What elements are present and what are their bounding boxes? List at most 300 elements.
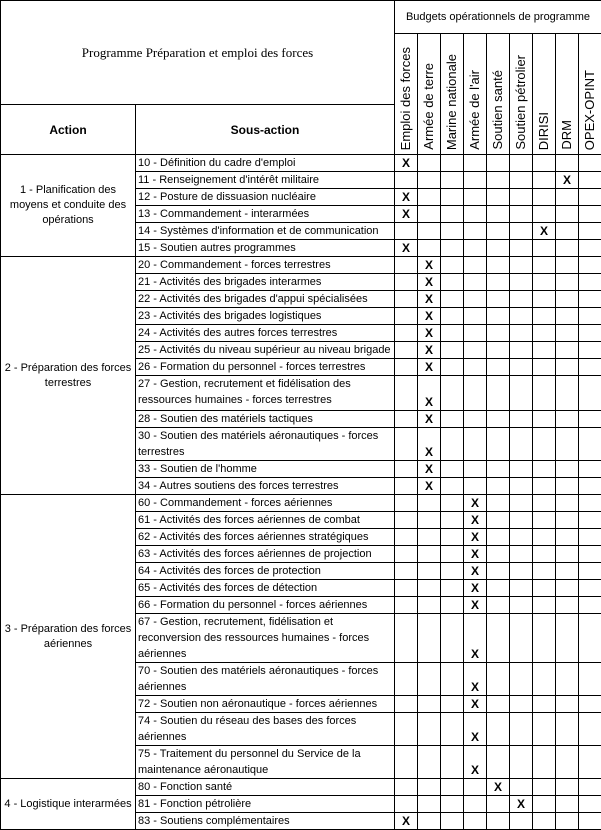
allocation-mark-cell [556,696,579,713]
allocation-mark-cell [487,359,510,376]
allocation-mark-cell [533,376,556,411]
allocation-mark-cell: X [464,512,487,529]
allocation-mark-cell [579,257,601,274]
allocation-mark-cell: X [464,580,487,597]
table-row [1,155,601,172]
allocation-mark-cell [464,478,487,495]
allocation-mark-cell [533,257,556,274]
allocation-mark-cell [418,155,441,172]
allocation-mark-cell [556,308,579,325]
allocation-mark-cell [579,663,601,696]
allocation-mark-cell [579,478,601,495]
action-cell: 3 - Préparation des forces aériennes [1,495,136,779]
allocation-mark-cell [579,206,601,223]
allocation-mark-cell [579,411,601,428]
sous-action-cell: 60 - Commandement - forces aériennes [136,495,395,512]
allocation-mark-cell [533,495,556,512]
action-cell: 1 - Planification des moyens et conduite des opérations [1,155,136,257]
bop-column-label: OPEX-OPINT [580,70,600,150]
allocation-mark-cell [579,291,601,308]
allocation-mark-cell: X [395,813,418,830]
sous-action-cell: 10 - Définition du cadre d'emploi [136,155,395,172]
allocation-mark-cell [510,359,533,376]
allocation-mark-cell: X [418,428,441,461]
allocation-mark-cell [510,529,533,546]
allocation-mark-cell [418,796,441,813]
allocation-mark-cell: X [418,411,441,428]
allocation-mark-cell [556,291,579,308]
allocation-mark-cell [487,495,510,512]
sous-action-cell: 66 - Formation du personnel - forces aériennes [136,597,395,614]
allocation-mark-cell [418,563,441,580]
allocation-mark-cell [510,206,533,223]
allocation-mark-cell [510,663,533,696]
allocation-mark-cell [418,779,441,796]
allocation-mark-cell [487,813,510,830]
allocation-mark-cell: X [418,257,441,274]
sous-action-cell: 72 - Soutien non aéronautique - forces aériennes [136,696,395,713]
sous-action-cell: 15 - Soutien autres programmes [136,240,395,257]
allocation-mark-cell [556,529,579,546]
allocation-mark-cell [464,411,487,428]
allocation-mark-cell [487,325,510,342]
bop-column-header [556,34,579,155]
allocation-mark-cell [395,308,418,325]
allocation-mark-cell [395,779,418,796]
allocation-mark-cell [487,240,510,257]
allocation-mark-cell [395,546,418,563]
allocation-mark-cell [487,308,510,325]
allocation-mark-cell [441,411,464,428]
allocation-mark-cell: X [418,291,441,308]
allocation-mark-cell [510,779,533,796]
allocation-mark-cell [510,713,533,746]
allocation-mark-cell [464,240,487,257]
allocation-mark-cell [418,223,441,240]
sous-action-cell: 83 - Soutiens complémentaires [136,813,395,830]
sous-action-cell: 75 - Traitement du personnel du Service de la maintenance aéronautique [136,746,395,779]
sous-action-cell: 28 - Soutien des matériels tactiques [136,411,395,428]
sous-action-cell: 21 - Activités des brigades interarmes [136,274,395,291]
allocation-mark-cell [579,359,601,376]
allocation-mark-cell [441,796,464,813]
allocation-mark-cell [395,614,418,663]
allocation-mark-cell [464,206,487,223]
allocation-mark-cell [556,155,579,172]
allocation-mark-cell [441,376,464,411]
allocation-mark-cell [487,512,510,529]
allocation-mark-cell [395,461,418,478]
allocation-mark-cell [464,291,487,308]
allocation-mark-cell [487,580,510,597]
allocation-mark-cell [418,580,441,597]
allocation-mark-cell [533,172,556,189]
allocation-mark-cell [556,779,579,796]
allocation-mark-cell [418,529,441,546]
allocation-mark-cell [464,359,487,376]
allocation-mark-cell [418,189,441,206]
sous-action-cell: 80 - Fonction santé [136,779,395,796]
allocation-mark-cell [487,155,510,172]
allocation-mark-cell [579,342,601,359]
allocation-mark-cell [395,696,418,713]
allocation-mark-cell [533,478,556,495]
action-cell: 2 - Préparation des forces terrestres [1,257,136,495]
allocation-mark-cell [418,172,441,189]
allocation-mark-cell [395,597,418,614]
allocation-mark-cell [510,696,533,713]
sous-action-cell: 20 - Commandement - forces terrestres [136,257,395,274]
allocation-mark-cell: X [487,779,510,796]
allocation-mark-cell [533,274,556,291]
sous-action-cell: 64 - Activités des forces de protection [136,563,395,580]
allocation-mark-cell [510,746,533,779]
allocation-mark-cell [579,512,601,529]
table-row [1,779,601,796]
allocation-mark-cell [579,696,601,713]
allocation-mark-cell [441,308,464,325]
sous-action-cell: 65 - Activités des forces de détection [136,580,395,597]
allocation-mark-cell [487,411,510,428]
allocation-mark-cell: X [510,796,533,813]
allocation-mark-cell [533,342,556,359]
allocation-mark-cell [441,428,464,461]
allocation-mark-cell [556,614,579,663]
allocation-mark-cell [487,206,510,223]
allocation-mark-cell [464,257,487,274]
allocation-mark-cell: X [464,597,487,614]
allocation-mark-cell [556,546,579,563]
allocation-mark-cell [464,223,487,240]
allocation-mark-cell [510,597,533,614]
allocation-mark-cell: X [533,223,556,240]
allocation-mark-cell [579,240,601,257]
allocation-mark-cell [441,696,464,713]
allocation-mark-cell [487,189,510,206]
allocation-mark-cell [556,796,579,813]
allocation-mark-cell: X [395,189,418,206]
allocation-mark-cell [533,713,556,746]
allocation-mark-cell [464,308,487,325]
sous-action-cell: 24 - Activités des autres forces terrestres [136,325,395,342]
sous-action-cell: 14 - Systèmes d'information et de communication [136,223,395,240]
allocation-mark-cell [487,713,510,746]
sous-action-cell: 23 - Activités des brigades logistiques [136,308,395,325]
bop-column-label: Soutien pétrolier [511,55,531,150]
allocation-mark-cell [487,597,510,614]
bop-column-label: Soutien santé [488,70,508,150]
bop-column-label: Marine nationale [442,54,462,150]
allocation-mark-cell [510,563,533,580]
allocation-mark-cell [418,614,441,663]
sous-action-cell: 30 - Soutien des matériels aéronautiques - forces terrestres [136,428,395,461]
allocation-mark-cell [510,813,533,830]
allocation-mark-cell: X [395,206,418,223]
allocation-mark-cell [395,257,418,274]
allocation-mark-cell [487,257,510,274]
allocation-mark-cell [395,342,418,359]
allocation-mark-cell [579,563,601,580]
allocation-mark-cell [441,189,464,206]
allocation-mark-cell [487,478,510,495]
allocation-mark-cell [533,696,556,713]
allocation-mark-cell [487,428,510,461]
allocation-mark-cell [395,274,418,291]
allocation-mark-cell: X [418,308,441,325]
allocation-mark-cell: X [418,274,441,291]
allocation-mark-cell [579,461,601,478]
allocation-mark-cell [533,206,556,223]
allocation-mark-cell [579,274,601,291]
allocation-mark-cell: X [464,563,487,580]
allocation-mark-cell [510,223,533,240]
allocation-mark-cell [418,713,441,746]
allocation-mark-cell [441,223,464,240]
allocation-mark-cell [418,206,441,223]
sous-action-cell: 11 - Renseignement d'intérêt militaire [136,172,395,189]
bop-column-label: Emploi des forces [396,47,416,150]
allocation-mark-cell [487,546,510,563]
allocation-mark-cell [418,512,441,529]
allocation-mark-cell [556,342,579,359]
allocation-mark-cell [510,512,533,529]
allocation-mark-cell: X [418,376,441,411]
bop-column-header [579,34,601,155]
allocation-mark-cell [556,376,579,411]
allocation-mark-cell [533,291,556,308]
allocation-mark-cell: X [418,461,441,478]
allocation-mark-cell [556,746,579,779]
allocation-mark-cell [510,172,533,189]
allocation-mark-cell [441,359,464,376]
allocation-mark-cell [533,189,556,206]
allocation-mark-cell [441,461,464,478]
allocation-mark-cell [533,813,556,830]
sous-action-cell: 22 - Activités des brigades d'appui spécialisées [136,291,395,308]
allocation-mark-cell [579,428,601,461]
allocation-mark-cell [487,172,510,189]
allocation-mark-cell [441,512,464,529]
allocation-mark-cell: X [464,546,487,563]
table-row [1,495,601,512]
allocation-mark-cell [487,663,510,696]
bop-column-header [533,34,556,155]
allocation-mark-cell [441,663,464,696]
action-cell: 4 - Logistique interarmées [1,779,136,830]
allocation-mark-cell [510,274,533,291]
bop-column-header [510,34,533,155]
allocation-mark-cell [441,172,464,189]
allocation-mark-cell [464,274,487,291]
allocation-mark-cell [441,813,464,830]
allocation-mark-cell [464,376,487,411]
bop-column-label: DRM [557,120,577,150]
allocation-mark-cell [556,274,579,291]
bop-column-header [464,34,487,155]
allocation-mark-cell [441,206,464,223]
allocation-mark-cell [487,461,510,478]
allocation-mark-cell [395,325,418,342]
allocation-mark-cell [418,813,441,830]
allocation-mark-cell [441,597,464,614]
allocation-mark-cell [579,597,601,614]
sous-action-cell: 26 - Formation du personnel - forces terrestres [136,359,395,376]
allocation-mark-cell: X [395,240,418,257]
allocation-mark-cell [533,597,556,614]
bop-column-header [395,34,418,155]
allocation-mark-cell [510,189,533,206]
allocation-mark-cell [510,546,533,563]
allocation-mark-cell [441,546,464,563]
allocation-mark-cell [556,428,579,461]
sous-action-cell: 81 - Fonction pétrolière [136,796,395,813]
allocation-mark-cell [556,223,579,240]
allocation-mark-cell: X [464,614,487,663]
allocation-mark-cell [556,461,579,478]
allocation-mark-cell [395,796,418,813]
allocation-mark-cell [510,308,533,325]
allocation-mark-cell: X [464,746,487,779]
allocation-mark-cell [418,746,441,779]
allocation-mark-cell [487,376,510,411]
allocation-mark-cell [441,779,464,796]
allocation-mark-cell [441,342,464,359]
sous-action-cell: 13 - Commandement - interarmées [136,206,395,223]
allocation-mark-cell [418,546,441,563]
allocation-mark-cell: X [464,696,487,713]
allocation-mark-cell [533,796,556,813]
allocation-mark-cell [441,240,464,257]
allocation-mark-cell [510,240,533,257]
allocation-mark-cell [487,274,510,291]
allocation-mark-cell [395,291,418,308]
allocation-mark-cell [579,546,601,563]
allocation-mark-cell [556,580,579,597]
allocation-mark-cell [533,155,556,172]
allocation-mark-cell: X [418,342,441,359]
allocation-mark-cell [579,746,601,779]
allocation-mark-cell [395,663,418,696]
allocation-mark-cell [556,240,579,257]
allocation-mark-cell [487,223,510,240]
allocation-mark-cell: X [418,325,441,342]
allocation-mark-cell [556,325,579,342]
allocation-mark-cell [579,813,601,830]
allocation-mark-cell [579,796,601,813]
bop-column-label: DIRISI [534,112,554,150]
allocation-mark-cell [395,495,418,512]
allocation-mark-cell [464,342,487,359]
allocation-mark-cell [487,746,510,779]
allocation-mark-cell [487,342,510,359]
allocation-mark-cell [579,308,601,325]
bop-group-title: Budgets opérationnels de programme [395,1,601,34]
sous-action-cell: 63 - Activités des forces aériennes de projection [136,546,395,563]
allocation-mark-cell [441,580,464,597]
allocation-mark-cell [464,189,487,206]
allocation-mark-cell [441,614,464,663]
sous-action-cell: 27 - Gestion, recrutement et fidélisation des ressources humaines - forces terrestres [136,376,395,411]
sous-action-column-header: Sous-action [136,105,395,155]
allocation-mark-cell [556,189,579,206]
allocation-mark-cell [579,779,601,796]
allocation-mark-cell [556,411,579,428]
allocation-mark-cell [510,478,533,495]
allocation-mark-cell [464,428,487,461]
allocation-mark-cell [395,512,418,529]
allocation-mark-cell [395,359,418,376]
allocation-mark-cell [579,376,601,411]
allocation-mark-cell [464,813,487,830]
allocation-mark-cell [579,713,601,746]
allocation-mark-cell [533,240,556,257]
allocation-mark-cell [464,779,487,796]
allocation-mark-cell [418,495,441,512]
allocation-mark-cell [395,172,418,189]
allocation-mark-cell [441,746,464,779]
allocation-mark-cell [395,746,418,779]
allocation-mark-cell [441,155,464,172]
allocation-mark-cell [510,342,533,359]
allocation-mark-cell [579,155,601,172]
allocation-mark-cell [533,512,556,529]
allocation-mark-cell [533,546,556,563]
allocation-mark-cell [556,257,579,274]
allocation-mark-cell: X [464,663,487,696]
sous-action-cell: 67 - Gestion, recrutement, fidélisation et reconversion des ressources humaines - forces aériennes [136,614,395,663]
allocation-mark-cell [510,155,533,172]
allocation-mark-cell [441,291,464,308]
allocation-mark-cell [510,614,533,663]
allocation-mark-cell [533,529,556,546]
allocation-mark-cell [395,478,418,495]
allocation-mark-cell [418,597,441,614]
allocation-mark-cell [510,428,533,461]
sous-action-cell: 74 - Soutien du réseau des bases des forces aériennes [136,713,395,746]
allocation-mark-cell [441,274,464,291]
sous-action-cell: 62 - Activités des forces aériennes stratégiques [136,529,395,546]
allocation-mark-cell [441,495,464,512]
allocation-mark-cell [487,563,510,580]
allocation-mark-cell: X [556,172,579,189]
allocation-mark-cell [556,713,579,746]
allocation-mark-cell: X [395,155,418,172]
sous-action-cell: 12 - Posture de dissuasion nucléaire [136,189,395,206]
allocation-mark-cell [579,495,601,512]
allocation-mark-cell [510,495,533,512]
allocation-mark-cell [395,529,418,546]
action-column-header: Action [1,105,136,155]
allocation-mark-cell [579,172,601,189]
allocation-mark-cell [533,614,556,663]
allocation-mark-cell [510,376,533,411]
allocation-mark-cell: X [418,478,441,495]
allocation-mark-cell [579,189,601,206]
bop-column-label: Armée de l'air [465,70,485,150]
allocation-mark-cell [395,376,418,411]
allocation-mark-cell [579,223,601,240]
allocation-mark-cell [487,614,510,663]
allocation-mark-cell [510,461,533,478]
allocation-mark-cell [395,563,418,580]
allocation-mark-cell [464,796,487,813]
allocation-mark-cell: X [464,529,487,546]
allocation-mark-cell [556,813,579,830]
allocation-mark-cell [579,614,601,663]
allocation-mark-cell: X [418,359,441,376]
allocation-mark-cell [487,696,510,713]
allocation-mark-cell [556,563,579,580]
